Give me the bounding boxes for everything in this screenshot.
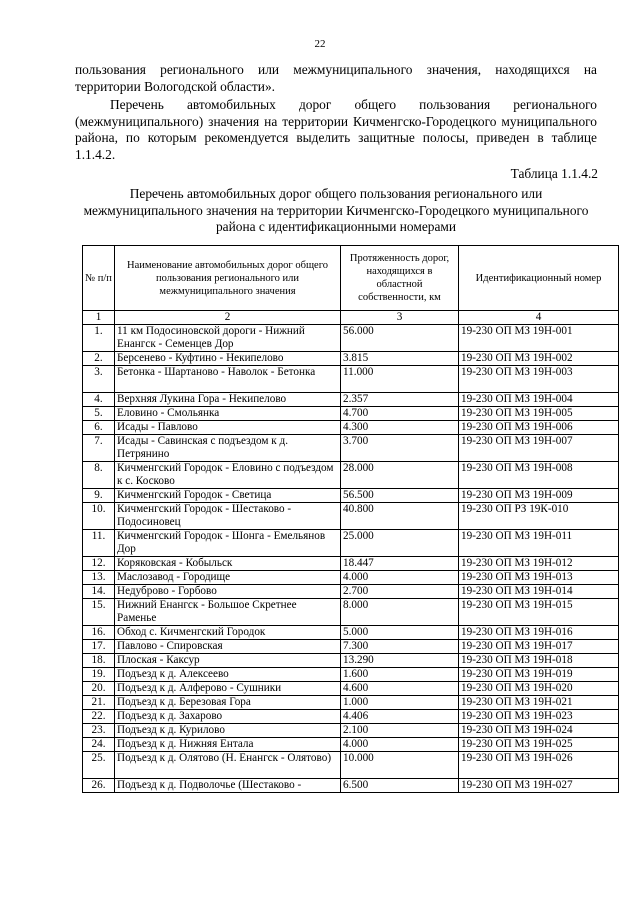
road-length-cell: 18.447	[341, 557, 459, 571]
table-row	[83, 682, 619, 696]
row-num-cell: 13.	[83, 571, 115, 585]
road-id-cell: 19-230 ОП МЗ 19Н-012	[459, 557, 619, 571]
page-number: 22	[314, 38, 326, 50]
road-id-cell: 19-230 ОП МЗ 19Н-020	[459, 682, 619, 696]
intro-paragraph-continuation: пользования регионального или межмуниципального значения, находящихся на территории Вологодской области».	[75, 62, 597, 94]
road-id-cell: 19-230 ОП МЗ 19Н-026	[459, 752, 619, 779]
road-id-cell: 19-230 ОП МЗ 19Н-001	[459, 325, 619, 352]
road-name-cell: Исады - Павлово	[115, 421, 341, 435]
road-name-cell: Подъезд к д. Березовая Гора	[115, 696, 341, 710]
road-name-cell: Подъезд к д. Подволочье (Шестаково -	[115, 779, 341, 793]
row-num-cell: 18.	[83, 654, 115, 668]
road-length-cell: 56.500	[341, 489, 459, 503]
row-num-cell: 8.	[83, 462, 115, 489]
road-length-cell: 2.357	[341, 393, 459, 407]
table-title: Перечень автомобильных дорог общего пользования регионального или межмуниципального значения на территории Кичменгско-Городецкого муниципального района с идентификационными номерами	[83, 186, 589, 234]
table-row	[83, 462, 619, 489]
road-id-cell: 19-230 ОП МЗ 19Н-023	[459, 710, 619, 724]
table-row	[83, 366, 619, 393]
index-cell: 2	[115, 311, 341, 325]
table-row	[83, 710, 619, 724]
road-length-cell: 4.000	[341, 738, 459, 752]
table-body	[83, 325, 619, 793]
road-id-cell: 19-230 ОП РЗ 19К-010	[459, 503, 619, 530]
road-name-cell: Кичменгский Городок - Шестаково - Подосиновец	[115, 503, 341, 530]
row-num-cell: 19.	[83, 668, 115, 682]
table-row	[83, 752, 619, 779]
road-id-cell: 19-230 ОП МЗ 19Н-004	[459, 393, 619, 407]
table-row	[83, 325, 619, 352]
row-num-cell: 3.	[83, 366, 115, 393]
road-name-cell: Подъезд к д. Олятово (Н. Енангск - Олятово)	[115, 752, 341, 779]
road-length-cell: 5.000	[341, 626, 459, 640]
road-length-cell: 4.600	[341, 682, 459, 696]
index-cell: 1	[83, 311, 115, 325]
row-num-cell: 17.	[83, 640, 115, 654]
road-id-cell: 19-230 ОП МЗ 19Н-025	[459, 738, 619, 752]
road-length-cell: 7.300	[341, 640, 459, 654]
road-name-cell: Берсенево - Куфтино - Некипелово	[115, 352, 341, 366]
table-row	[83, 585, 619, 599]
road-length-cell: 4.000	[341, 571, 459, 585]
row-num-cell: 21.	[83, 696, 115, 710]
road-name-cell: Подъезд к д. Алексеево	[115, 668, 341, 682]
road-name-cell: Недуброво - Горбово	[115, 585, 341, 599]
table-row	[83, 599, 619, 626]
road-id-cell: 19-230 ОП МЗ 19Н-017	[459, 640, 619, 654]
road-id-cell: 19-230 ОП МЗ 19Н-005	[459, 407, 619, 421]
road-id-cell: 19-230 ОП МЗ 19Н-027	[459, 779, 619, 793]
road-name-cell: Подъезд к д. Курилово	[115, 724, 341, 738]
intro-paragraph: Перечень автомобильных дорог общего пользования регионального (межмуниципального) значения на территории Кичменгско-Городецкого муниципального района, по которым рекомендуется выделить защитные полосы, приведен в таблице 1.1.4.2.	[75, 97, 597, 162]
header-num: № п/п	[83, 246, 115, 311]
road-name-cell: Кичменгский Городок - Еловино с подъездом к с. Косково	[115, 462, 341, 489]
road-length-cell: 1.600	[341, 668, 459, 682]
road-id-cell: 19-230 ОП МЗ 19Н-011	[459, 530, 619, 557]
row-num-cell: 4.	[83, 393, 115, 407]
table-row	[83, 571, 619, 585]
row-num-cell: 9.	[83, 489, 115, 503]
road-name-cell: Маслозавод - Городище	[115, 571, 341, 585]
row-num-cell: 16.	[83, 626, 115, 640]
road-length-cell: 4.300	[341, 421, 459, 435]
table-row	[83, 352, 619, 366]
road-length-cell: 25.000	[341, 530, 459, 557]
road-length-cell: 13.290	[341, 654, 459, 668]
road-id-cell: 19-230 ОП МЗ 19Н-015	[459, 599, 619, 626]
road-length-cell: 28.000	[341, 462, 459, 489]
row-num-cell: 15.	[83, 599, 115, 626]
index-cell: 3	[341, 311, 459, 325]
road-id-cell: 19-230 ОП МЗ 19Н-024	[459, 724, 619, 738]
row-num-cell: 25.	[83, 752, 115, 779]
road-id-cell: 19-230 ОП МЗ 19Н-007	[459, 435, 619, 462]
road-id-cell: 19-230 ОП МЗ 19Н-018	[459, 654, 619, 668]
row-num-cell: 12.	[83, 557, 115, 571]
road-id-cell: 19-230 ОП МЗ 19Н-021	[459, 696, 619, 710]
road-name-cell: Бетонка - Шартаново - Наволок - Бетонка	[115, 366, 341, 393]
table-row	[83, 530, 619, 557]
road-id-cell: 19-230 ОП МЗ 19Н-019	[459, 668, 619, 682]
road-id-cell: 19-230 ОП МЗ 19Н-013	[459, 571, 619, 585]
row-num-cell: 7.	[83, 435, 115, 462]
road-name-cell: Исады - Савинская с подъездом к д. Петрянино	[115, 435, 341, 462]
row-num-cell: 22.	[83, 710, 115, 724]
road-length-cell: 40.800	[341, 503, 459, 530]
row-num-cell: 6.	[83, 421, 115, 435]
table-row	[83, 738, 619, 752]
index-cell: 4	[459, 311, 619, 325]
table-row	[83, 503, 619, 530]
road-name-cell: Обход с. Кичменгский Городок	[115, 626, 341, 640]
road-length-cell: 3.700	[341, 435, 459, 462]
header-id: Идентификационный номер	[459, 246, 619, 311]
road-name-cell: Кичменгский Городок - Шонга - Емельянов Дор	[115, 530, 341, 557]
road-name-cell: Верхняя Лукина Гора - Некипелово	[115, 393, 341, 407]
row-num-cell: 2.	[83, 352, 115, 366]
row-num-cell: 14.	[83, 585, 115, 599]
road-name-cell: Подъезд к д. Нижняя Ентала	[115, 738, 341, 752]
table-row	[83, 696, 619, 710]
road-name-cell: Коряковская - Кобыльск	[115, 557, 341, 571]
table-row	[83, 393, 619, 407]
road-id-cell: 19-230 ОП МЗ 19Н-008	[459, 462, 619, 489]
table-row	[83, 640, 619, 654]
row-num-cell: 26.	[83, 779, 115, 793]
road-id-cell: 19-230 ОП МЗ 19Н-009	[459, 489, 619, 503]
road-name-cell: Нижний Енангск - Большое Скретнее Раменье	[115, 599, 341, 626]
row-num-cell: 24.	[83, 738, 115, 752]
row-num-cell: 10.	[83, 503, 115, 530]
table-row	[83, 668, 619, 682]
row-num-cell: 11.	[83, 530, 115, 557]
road-length-cell: 8.000	[341, 599, 459, 626]
table-header-row	[83, 246, 619, 311]
table-index-row	[83, 311, 619, 325]
road-length-cell: 2.100	[341, 724, 459, 738]
road-name-cell: Павлово - Спировская	[115, 640, 341, 654]
road-name-cell: Плоская - Каксур	[115, 654, 341, 668]
table-row	[83, 435, 619, 462]
road-length-cell: 4.700	[341, 407, 459, 421]
road-id-cell: 19-230 ОП МЗ 19Н-002	[459, 352, 619, 366]
road-name-cell: Кичменгский Городок - Светица	[115, 489, 341, 503]
road-name-cell: Подъезд к д. Алферово - Сушники	[115, 682, 341, 696]
table-row	[83, 421, 619, 435]
table-row	[83, 654, 619, 668]
row-num-cell: 1.	[83, 325, 115, 352]
road-id-cell: 19-230 ОП МЗ 19Н-016	[459, 626, 619, 640]
header-length: Протяженность дорог, находящихся в областной собственности, км	[341, 246, 459, 311]
header-name: Наименование автомобильных дорог общего пользования регионального или межмуниципального значения	[115, 246, 341, 311]
table-row	[83, 724, 619, 738]
road-length-cell: 6.500	[341, 779, 459, 793]
table-row	[83, 557, 619, 571]
roads-table	[82, 245, 619, 793]
road-length-cell: 10.000	[341, 752, 459, 779]
table-row	[83, 626, 619, 640]
table-row	[83, 779, 619, 793]
row-num-cell: 20.	[83, 682, 115, 696]
road-id-cell: 19-230 ОП МЗ 19Н-003	[459, 366, 619, 393]
road-name-cell: Еловино - Смольянка	[115, 407, 341, 421]
road-id-cell: 19-230 ОП МЗ 19Н-006	[459, 421, 619, 435]
road-length-cell: 1.000	[341, 696, 459, 710]
road-id-cell: 19-230 ОП МЗ 19Н-014	[459, 585, 619, 599]
road-name-cell: 11 км Подосиновской дороги - Нижний Енангск - Семенцев Дор	[115, 325, 341, 352]
table-row	[83, 489, 619, 503]
row-num-cell: 23.	[83, 724, 115, 738]
table-caption-number: Таблица 1.1.4.2	[510, 166, 598, 181]
road-length-cell: 56.000	[341, 325, 459, 352]
row-num-cell: 5.	[83, 407, 115, 421]
road-length-cell: 3.815	[341, 352, 459, 366]
road-name-cell: Подъезд к д. Захарово	[115, 710, 341, 724]
road-length-cell: 2.700	[341, 585, 459, 599]
road-length-cell: 4.406	[341, 710, 459, 724]
road-length-cell: 11.000	[341, 366, 459, 393]
table-row	[83, 407, 619, 421]
